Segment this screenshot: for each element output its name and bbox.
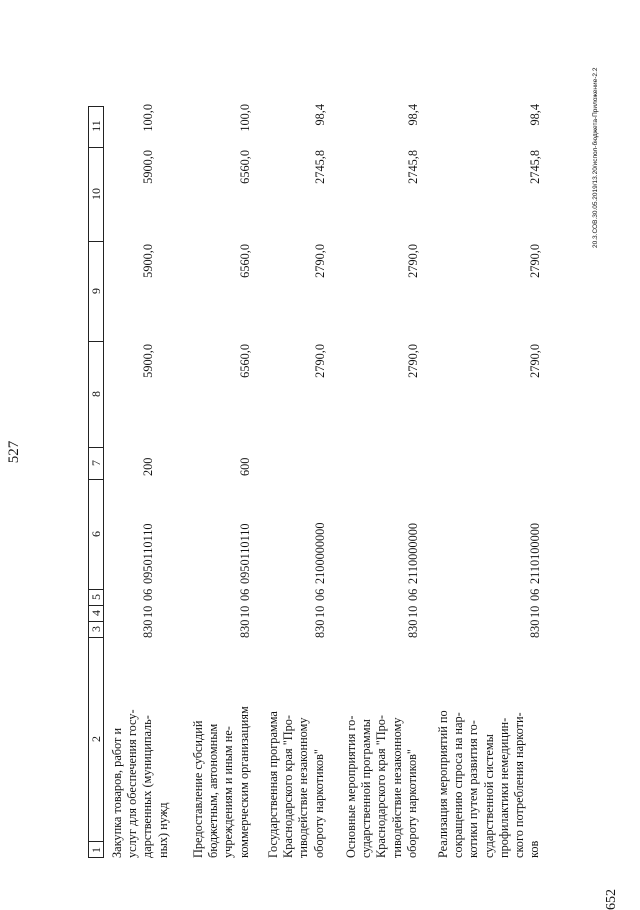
cell-c5: 06 [528, 588, 543, 601]
cell-c5: 06 [312, 588, 327, 601]
cell-c10: 2745,8 [405, 150, 420, 184]
cell-c4: 10 [141, 605, 156, 618]
cell-c4: 10 [528, 605, 543, 618]
row-name-line: тиводействие незаконному [389, 717, 404, 858]
column-header-5: 5 [88, 589, 104, 606]
row-name [191, 638, 252, 858]
cell-c10: 6560,0 [237, 150, 252, 184]
row-name [266, 638, 327, 858]
column-header-1: 1 [89, 847, 103, 853]
row-name-line: коммерческим организациям [236, 706, 251, 858]
row-name-line: учреждениям и иным не- [221, 726, 236, 858]
column-header-6: 6 [88, 479, 104, 590]
cell-c6: 0950110110 [237, 523, 252, 584]
cell-c9: 2790,0 [528, 244, 543, 278]
footer-note: 20.3.СОВ.30.05.2019/13.20/испол-бюджета-Приложение-2.2 [592, 67, 599, 248]
row-name-line: ков [527, 840, 542, 858]
cell-c3: 830 [141, 619, 156, 638]
cell-c4: 10 [237, 605, 252, 618]
cell-c3: 830 [312, 619, 327, 638]
cell-c11: 100,0 [141, 104, 156, 132]
row-name [110, 638, 171, 858]
cell-c5: 06 [405, 588, 420, 601]
cell-c7: 600 [237, 457, 252, 476]
row-name [436, 638, 542, 858]
row-name-line: Предоставление субсидий [191, 720, 205, 858]
cell-c11: 98,4 [528, 104, 543, 126]
cell-c4: 10 [312, 605, 327, 618]
cell-c5: 06 [237, 588, 252, 601]
cell-c8: 2790,0 [405, 344, 420, 378]
row-name-line: сударственной системы [481, 734, 496, 858]
row-name-line: Краснодарского края "Про- [281, 714, 296, 858]
row-name-line: дарственных (муниципаль- [140, 715, 155, 858]
row-name-line: сокращению спроса на нар- [451, 712, 466, 858]
cell-c8: 6560,0 [237, 344, 252, 378]
row-name-line: услуг для обеспечения госу- [125, 709, 140, 858]
cell-c11: 100,0 [237, 104, 252, 132]
cell-c11: 98,4 [312, 104, 327, 126]
cell-c10: 5900,0 [141, 150, 156, 184]
cell-c6: 2110000000 [405, 522, 420, 584]
column-header-4: 4 [88, 605, 104, 622]
cell-c6: 0950110110 [141, 523, 156, 584]
row-name-line: тиводействие незаконному [296, 717, 311, 858]
cell-c10: 2745,8 [528, 150, 543, 184]
cell-c4: 10 [405, 605, 420, 618]
cell-c3: 830 [528, 619, 543, 638]
column-header-11: 11 [88, 105, 104, 148]
row-name-line: Государственная программа [266, 711, 280, 858]
row-name-line: обороту наркотиков" [404, 749, 419, 858]
cell-c7: 200 [141, 457, 156, 476]
row-name-line: котики путем развития го- [466, 720, 481, 858]
cell-c3: 830 [405, 619, 420, 638]
cell-c10: 2745,8 [312, 150, 327, 184]
row-name-line: профилактики немедицин- [496, 717, 511, 858]
row-name-line: Реализация мероприятий по [436, 710, 450, 858]
row-name-line: бюджетным, автономным [206, 723, 221, 858]
row-name-line: сударственной программы [359, 719, 374, 858]
bottom-page-number: 652 [604, 889, 619, 910]
cell-c9: 2790,0 [312, 244, 327, 278]
cell-c8: 2790,0 [312, 344, 327, 378]
cell-c5: 06 [141, 588, 156, 601]
page-number: 527 [6, 440, 22, 464]
cell-c6: 2100000000 [312, 522, 327, 584]
row-name-line: Основные мероприятия го- [344, 715, 358, 858]
cell-c3: 830 [237, 619, 252, 638]
row-name-line: Краснодарского края "Про- [374, 714, 389, 858]
cell-c8: 2790,0 [528, 344, 543, 378]
column-header-2: 2 [88, 637, 104, 842]
column-header-7: 7 [88, 447, 104, 480]
column-header-3: 3 [88, 621, 104, 638]
cell-c11: 98,4 [405, 104, 420, 126]
column-header-8: 8 [88, 341, 104, 448]
cell-c9: 2790,0 [405, 244, 420, 278]
row-name-line: Закупка товаров, работ и [110, 727, 124, 858]
cell-c6: 2110100000 [528, 522, 543, 584]
row-name-line: ных) нужд [155, 802, 170, 858]
cell-c8: 5900,0 [141, 344, 156, 378]
cell-c9: 5900,0 [141, 244, 156, 278]
row-name-line: ского потребления наркоти- [512, 712, 527, 858]
cell-c9: 6560,0 [237, 244, 252, 278]
row-name [344, 638, 420, 858]
column-header-10: 10 [88, 147, 104, 242]
column-header-9: 9 [88, 241, 104, 342]
row-name-line: обороту наркотиков" [311, 749, 326, 858]
